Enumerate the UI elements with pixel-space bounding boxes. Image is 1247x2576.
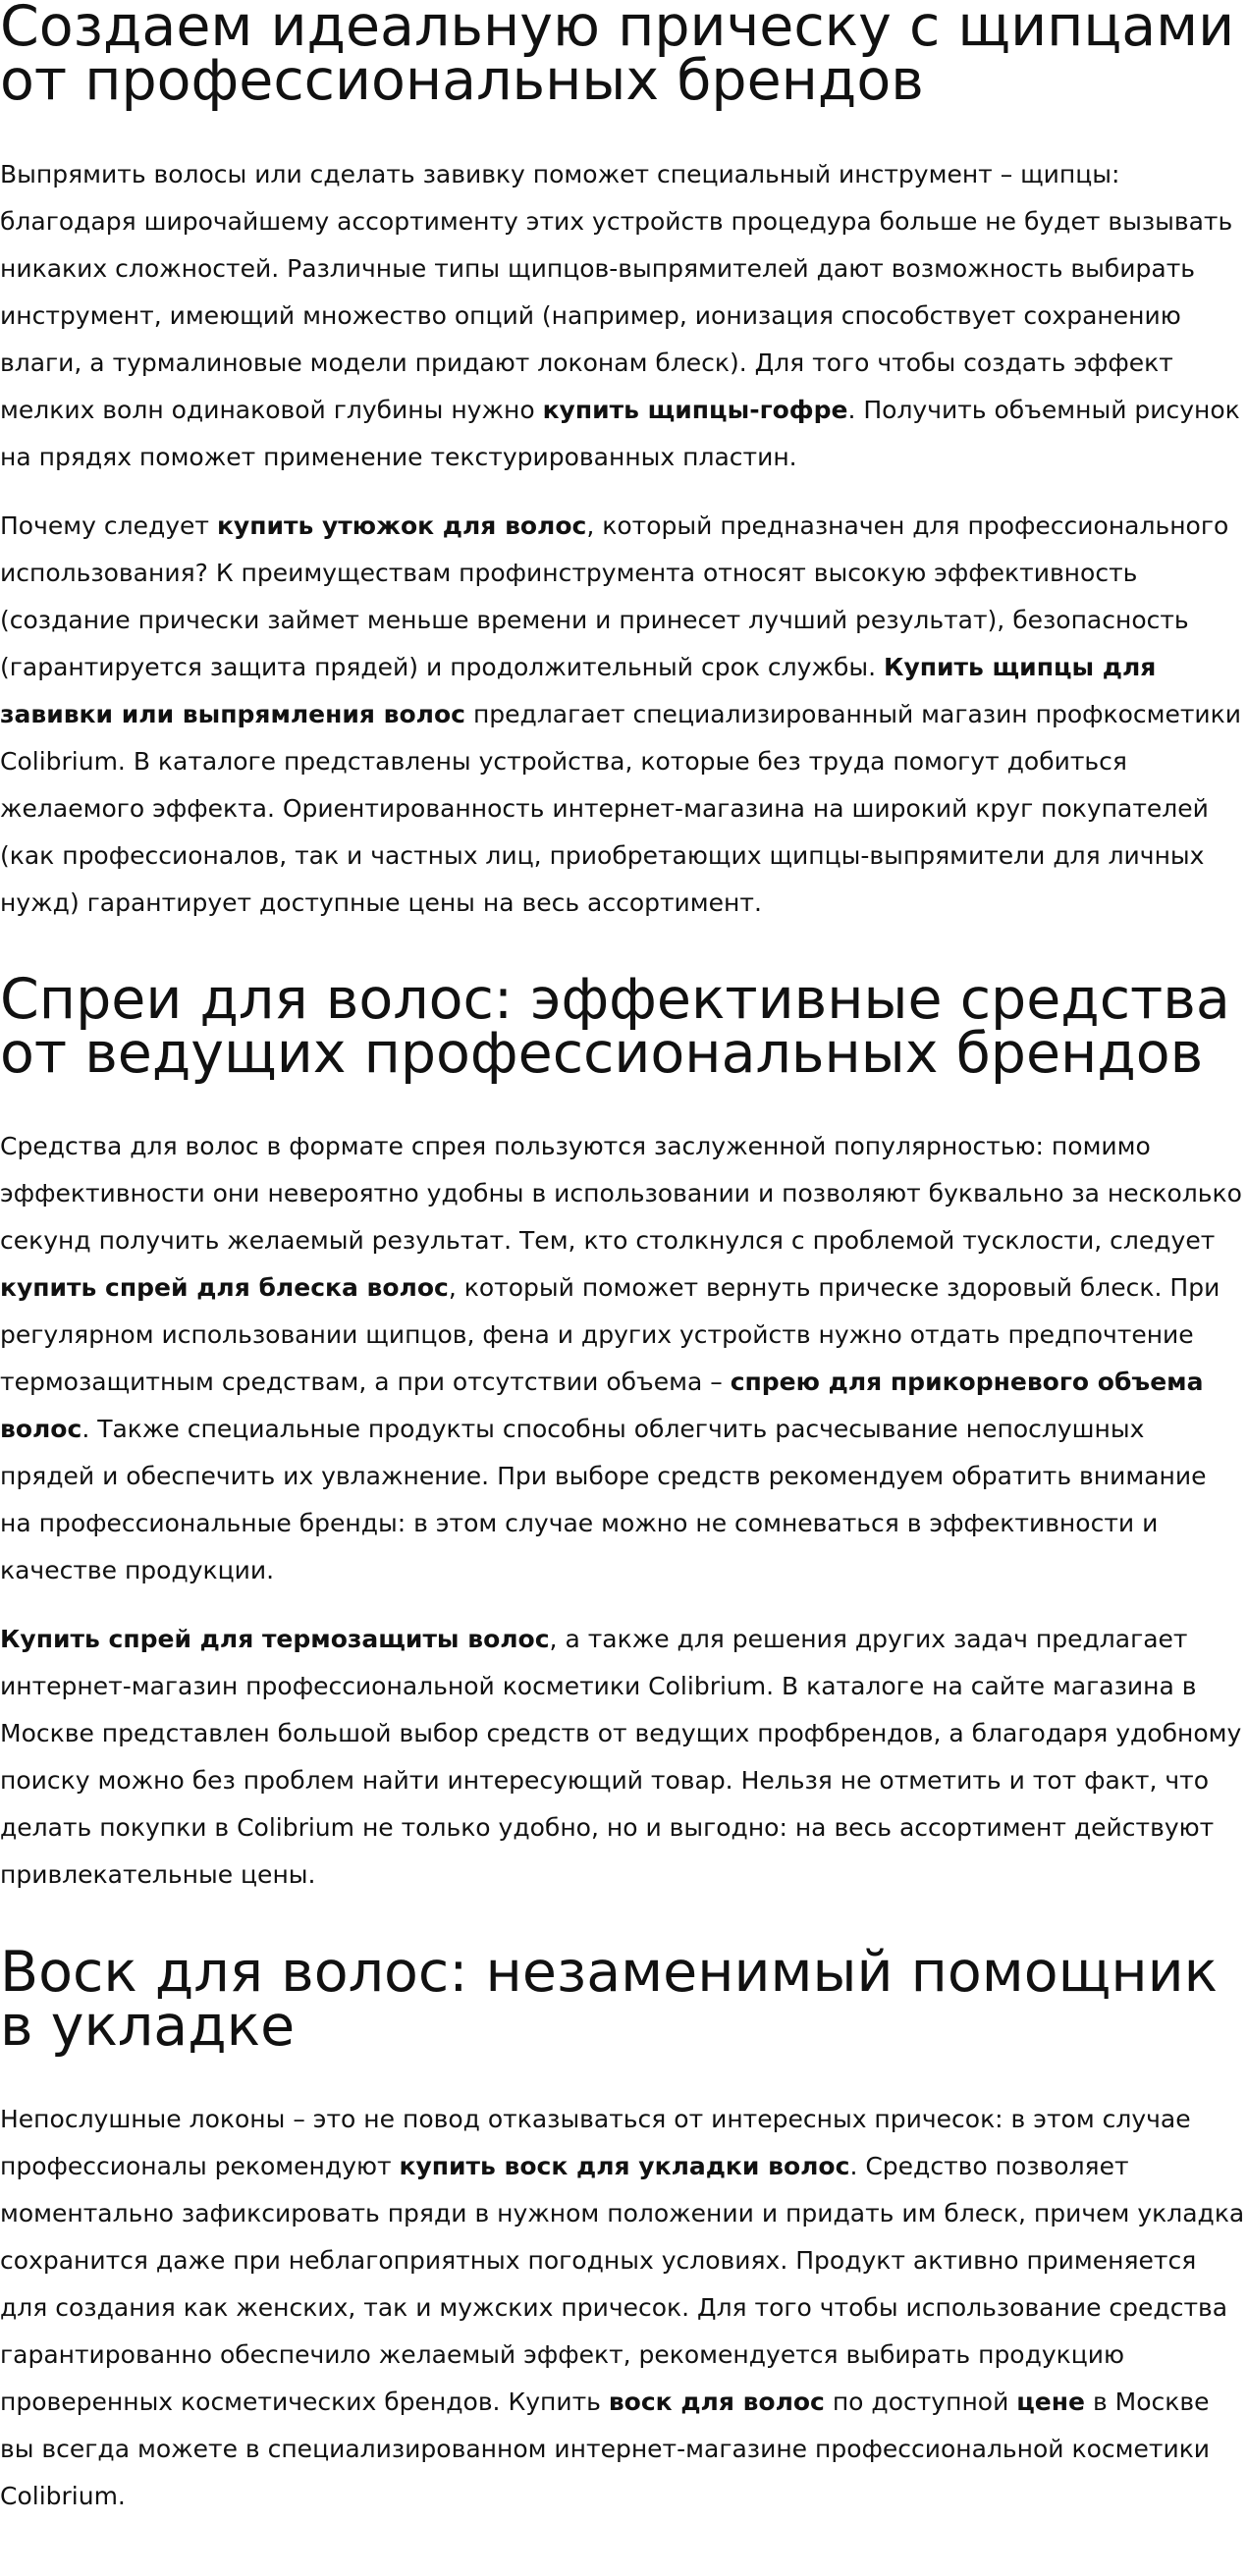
text-run: Непослушные локоны – это не повод отказываться от интересных причесок: в этом случае профессионалы рекомендуют	[0, 2105, 1191, 2180]
keyword-link-text: купить щипцы-гофре	[542, 396, 848, 424]
paragraph	[0, 1123, 1245, 1594]
paragraph	[0, 151, 1245, 481]
text-run: предлагает специализированный магазин профкосметики Colibrium. В каталоге представлены устройства, которые без труда помогут добиться желаемого эффекта. Ориентированность интернет-магазина на широкий круг покупателей (как профессионалов, так и частных лиц, приобретающих щипцы-выпрямители для личных нужд) гарантирует доступные цены на весь ассортимент.	[0, 700, 1242, 917]
text-run: по доступной	[824, 2388, 1017, 2416]
paragraph	[0, 2096, 1245, 2520]
keyword-link-text: купить воск для укладки волос	[399, 2152, 850, 2180]
text-run: Выпрямить волосы или сделать завивку поможет специальный инструмент – щипцы: благодаря широчайшему ассортименту этих устройств процедура больше не будет вызывать никаких сложностей. Различные типы щипцов-выпрямителей дают возможность выбирать инструмент, имеющий множество опций (например, ионизация способствует сохранению влаги, а турмалиновые модели придают локонам блеск). Для того чтобы создать эффект мелких волн одинаковой глубины нужно	[0, 160, 1233, 424]
text-run: Средства для волос в формате спрея пользуются заслуженной популярностью: помимо эффективности они невероятно удобны в использовании и позволяют буквально за несколько секунд получить желаемый результат. Тем, кто столкнулся с проблемой тусклости, следует	[0, 1132, 1242, 1255]
keyword-link-text: Купить спрей для термозащиты волос	[0, 1625, 550, 1653]
text-run: в Москве вы всегда можете в специализированном интернет-магазине профессиональной косметики Colibrium.	[0, 2388, 1211, 2510]
text-run: . Получить объемный рисунок на прядях поможет применение текстурированных пластин.	[0, 396, 1240, 471]
section-title-curling-irons: Создаем идеальную прическу с щипцами от профессиональных брендов	[0, 0, 1235, 113]
text-run: , а также для решения других задач предлагает интернет-магазин профессиональной косметики Colibrium. В каталоге на сайте магазина в Москве представлен большой выбор средств от ведущих профбрендов, а благодаря удобному поиску можно без проблем найти интересующий товар. Нельзя не отметить и тот факт, что делать покупки в Colibrium не только удобно, но и выгодно: на весь ассортимент действуют привлекательные цены.	[0, 1625, 1242, 1889]
paragraph	[0, 503, 1245, 927]
keyword-link-text: воск для волос	[608, 2388, 825, 2416]
text-run: , который поможет вернуть прическе здоровый блеск. При регулярном использовании щипцов, фена и других устройств нужно отдать предпочтение термозащитным средствам, а при отсутствии объема –	[0, 1273, 1220, 1396]
section-title-hair-wax: Воск для волос: незаменимый помощник в укладке	[0, 1940, 1219, 2059]
text-run: , который предназначен для профессионального использования? К преимуществам профинструмента относят высокую эффективность (создание прически займет меньше времени и принесет лучший результат), безопасность (гарантируется защита прядей) и продолжительный срок службы.	[0, 511, 1229, 681]
paragraph	[0, 1616, 1245, 1899]
text-run: . Средство позволяет моментально зафиксировать пряди в нужном положении и придать им блеск, причем укладка сохранится даже при неблагоприятных погодных условиях. Продукт активно применяется для создания как женских, так и мужских причесок. Для того чтобы использование средства гарантированно обеспечило желаемый эффект, рекомендуется выбирать продукцию проверенных косметических брендов. Купить	[0, 2152, 1245, 2416]
text-run: . Также специальные продукты способны облегчить расчесывание непослушных прядей и обеспечить их увлажнение. При выборе средств рекомендуем обратить внимание на профессиональные бренды: в этом случае можно не сомневаться в эффективности и качестве продукции.	[0, 1415, 1207, 1584]
keyword-link-text: Купить щипцы для завивки или выпрямления волос	[0, 653, 1157, 728]
keyword-link-text: спрею для прикорневого объема волос	[0, 1368, 1204, 1443]
section-title-hair-sprays: Спреи для волос: эффективные средства от ведущих профессиональных брендов	[0, 967, 1230, 1086]
keyword-link-text: купить спрей для блеска волос	[0, 1273, 449, 1302]
keyword-link-text: купить утюжок для волос	[216, 511, 587, 540]
keyword-link-text: цене	[1016, 2388, 1085, 2416]
text-run: Почему следует	[0, 511, 217, 540]
